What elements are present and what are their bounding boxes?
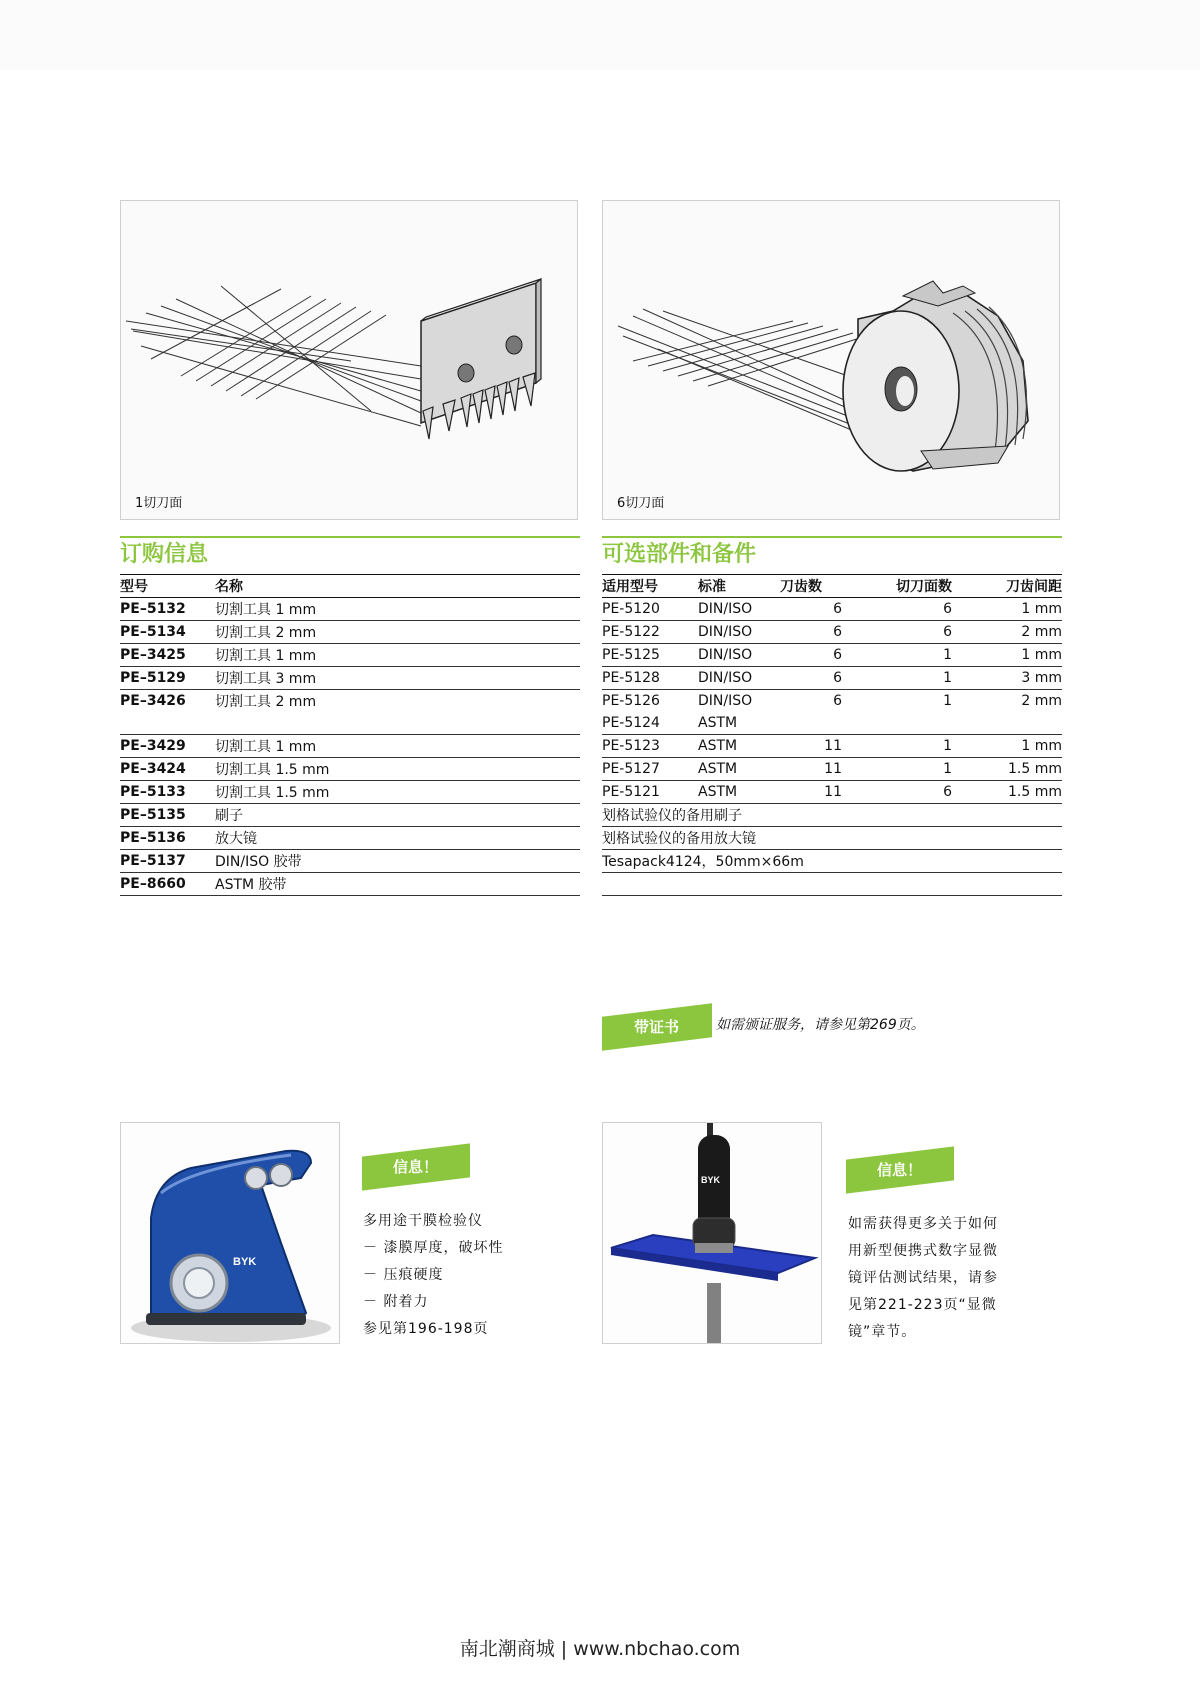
info-tag-right [846,1146,954,1193]
teeth-cell: 6 [780,644,842,667]
standard-cell: DIN/ISO [698,667,780,690]
accessories-title: 可选部件和备件 [602,542,757,567]
table-row [120,827,580,850]
spacing-cell: 2 mm [952,621,1062,644]
green-divider-right [602,536,1062,538]
model-cell: PE-5120 [602,598,698,621]
model-cell: PE-5121 [602,781,698,804]
column-header: 型号 [120,575,215,598]
spacing-cell: 1 mm [952,644,1062,667]
teeth-cell: 6 [780,598,842,621]
faces-cell: 1 [842,667,952,690]
faces-cell [842,712,952,735]
table-row [602,781,1062,804]
table-row [120,781,580,804]
model-cell: PE–5134 [120,621,215,644]
model-cell: PE-5125 [602,644,698,667]
standard-cell: ASTM [698,712,780,735]
table-row [602,598,1062,621]
info-line: 镜”章节。 [848,1324,917,1340]
info-line: 见第221-223页“显微 [848,1297,997,1313]
ordering-table [120,574,580,896]
spacing-cell: 1 mm [952,735,1062,758]
standard-cell: DIN/ISO [698,621,780,644]
table-row [602,667,1062,690]
table-row [120,850,580,873]
model-cell: PE–5135 [120,804,215,827]
model-cell: PE–3429 [120,735,215,758]
brand-label: BYK [233,1256,257,1268]
certificate-note: 如需颁证服务，请参见第269页。 [716,1017,925,1033]
info-line: 用新型便携式数字显微 [848,1243,998,1259]
certificate-tag [602,1003,712,1051]
faces-cell: 1 [842,758,952,781]
table-row [120,758,580,781]
model-cell: PE–3425 [120,644,215,667]
standard-cell: DIN/ISO [698,644,780,667]
figure-caption: 6切刀面 [617,496,665,511]
faces-cell: 1 [842,644,952,667]
spare-part-cell: Tesapack4124，50mm×66m [602,850,1062,873]
accessories-table [602,574,1062,896]
teeth-cell: 6 [780,667,842,690]
info-text-right [848,1211,998,1346]
instrument-photo [120,1122,340,1344]
ordering-title: 订购信息 [120,542,209,567]
name-cell: 切割工具 1 mm [215,598,580,621]
info-line: 如需获得更多关于如何 [848,1216,998,1232]
table-row [602,804,1062,827]
figure-one-blade [120,200,578,520]
name-cell: 切割工具 2 mm [215,694,317,710]
brand-label: BYK [701,1175,721,1185]
certificate-tag-label: 带证书 [634,1018,680,1037]
table-row [602,758,1062,781]
info-tag-right-label: 信息！ [877,1161,923,1180]
name-cell: 切割工具 1 mm [215,644,580,667]
spacing-cell: 3 mm [952,667,1062,690]
table-header-row [602,575,1062,598]
model-cell: PE–5129 [120,667,215,690]
table-row [120,667,580,690]
info-line: 参见第196-198页 [363,1321,489,1337]
standard-cell: DIN/ISO [698,693,753,709]
info-tag-left-label: 信息！ [393,1158,439,1177]
digital-microscope-image [603,1123,822,1344]
info-line: 镜评估测试结果，请参 [848,1270,998,1286]
name-cell: 切割工具 3 mm [215,667,580,690]
info-line: － 漆膜厚度，破坏性 [363,1240,504,1256]
column-header: 标准 [698,575,780,598]
teeth-cell: 11 [780,758,842,781]
model-cell: PE–3424 [120,758,215,781]
six-blade-illustration [603,201,1061,521]
footer-watermark: 南北潮商城 | www.nbchao.com [459,1638,741,1660]
model-cell: PE-5124 [602,712,698,735]
table-row [120,621,580,644]
table-row [602,735,1062,758]
column-header: 刀齿间距 [952,575,1062,598]
model-cell: PE–3426 [120,693,186,709]
teeth-cell [780,712,842,735]
table-row [602,827,1062,850]
info-tag-left [362,1143,470,1190]
table-header-row [120,575,580,598]
info-line: － 附着力 [363,1294,429,1310]
spare-part-cell: 划格试验仪的备用刷子 [602,804,1062,827]
info-text-left [363,1208,503,1343]
standard-cell: ASTM [698,758,780,781]
table-row [120,690,580,713]
name-cell: ASTM 胶带 [215,873,580,896]
faces-cell: 6 [842,621,952,644]
paint-inspection-gauge-image [121,1123,340,1344]
table-row [602,644,1062,667]
model-cell: PE-5128 [602,667,698,690]
model-cell: PE–5133 [120,781,215,804]
column-header: 切刀面数 [842,575,952,598]
model-cell: PE-5127 [602,758,698,781]
column-header: 刀齿数 [780,575,842,598]
figure-six-blades [602,200,1060,520]
model-cell: PE–8660 [120,873,215,896]
teeth-cell: 6 [833,693,842,709]
table-row [120,873,580,896]
microscope-photo [602,1122,822,1344]
spacer-row [120,712,580,735]
table-row [120,644,580,667]
name-cell: 刷子 [215,804,580,827]
teeth-cell: 11 [780,781,842,804]
table-row [602,621,1062,644]
top-band [0,0,1200,70]
info-line: － 压痕硬度 [363,1267,444,1283]
faces-cell: 6 [842,781,952,804]
table-row [602,690,1062,713]
table-row [602,850,1062,873]
faces-cell: 6 [842,598,952,621]
spacing-cell: 1 mm [952,598,1062,621]
info-line: 多用途干膜检验仪 [363,1213,483,1229]
model-cell: PE–5136 [120,827,215,850]
faces-cell: 1 [842,735,952,758]
green-divider-left [120,536,580,538]
column-header: 名称 [215,575,580,598]
teeth-cell: 6 [780,621,842,644]
model-cell: PE-5123 [602,735,698,758]
figure-caption: 1切刀面 [135,496,183,511]
name-cell: 放大镜 [215,827,580,850]
spacing-cell [952,712,1062,735]
teeth-cell: 11 [780,735,842,758]
model-cell: PE-5122 [602,621,698,644]
model-cell: PE–5132 [120,598,215,621]
faces-cell: 1 [943,693,952,709]
spare-part-cell: 划格试验仪的备用放大镜 [602,827,1062,850]
spacing-cell: 1.5 mm [952,758,1062,781]
table-row [120,598,580,621]
model-cell: PE-5126 [602,693,660,709]
standard-cell: ASTM [698,735,780,758]
spacing-cell: 2 mm [1021,693,1062,709]
table-row [120,804,580,827]
name-cell: 切割工具 1 mm [215,735,580,758]
table-row [602,712,1062,735]
table-row [120,735,580,758]
single-blade-illustration [121,201,579,521]
spacing-cell: 1.5 mm [952,781,1062,804]
model-cell: PE–5137 [120,850,215,873]
name-cell: 切割工具 1.5 mm [215,781,580,804]
name-cell: 切割工具 2 mm [215,621,580,644]
name-cell: DIN/ISO 胶带 [215,850,580,873]
table-row [602,873,1062,896]
name-cell: 切割工具 1.5 mm [215,758,580,781]
column-header: 适用型号 [602,575,698,598]
standard-cell: ASTM [698,781,780,804]
standard-cell: DIN/ISO [698,598,780,621]
